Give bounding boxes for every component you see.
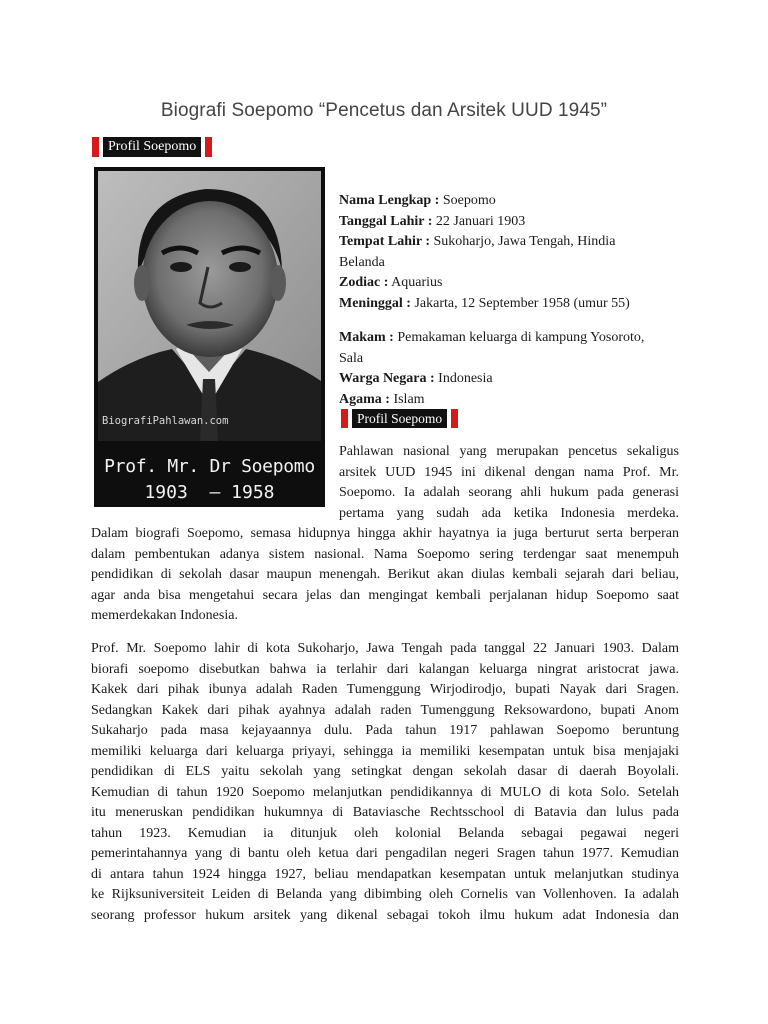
text-line: pendidikan di sekolah dasar maupun menengah. Berikut akan diulas kembali sejarah dari beliau, [91,567,679,582]
text-line: Kakek dari pihak ibunya adalah Raden Tumenggung Wirjodirodjo, bupati Nayak dari Sragen. [91,682,679,697]
info-agama: Agama : Islam [339,391,425,407]
portrait-caption-years: 1903 – 1958 [144,482,275,503]
section-tag [92,137,212,157]
info-makam: Makam : Pemakaman keluarga di kampung Yosoroto, Sala [339,330,645,366]
text-line: Soepomo. Ia adalah seorang ahli hukum pada generasi [339,485,679,500]
info-tempat-lahir: Tempat Lahir : Sukoharjo, Jawa Tengah, Hindia Belanda [339,234,616,270]
text-line: Pahlawan nasional yang merupakan pencetus sekaligus [339,444,679,459]
section-tag-secondary [341,409,458,428]
text-line: Sukaharjo pada masa kejayaannya dulu. Pada tahun 1917 pahlawan Soepomo beruntung [91,723,679,738]
text-line: pendidikan di ELS yaitu sekolah yang setingkat dengan sekolah dasar di daerah Boyolali. [91,764,679,779]
text-line: pertama yang sudah ada ketika Indonesia merdeka. [339,505,679,521]
paragraph-intro-side [339,442,679,524]
tag-bar-right [205,137,212,157]
text-line: ke Rijksuniversiteit Leiden di Belanda yang dibimbing oleh Cornelis van Vollenhoven. Ia adalah [91,887,679,902]
tag-bar-right [451,409,458,428]
watermark-text: BiografiPahlawan.com [102,415,229,427]
page-title: Biografi Soepomo “Pencetus dan Arsitek UUD 1945” [160,100,608,121]
profile-info-bottom [339,328,679,410]
text-line: pemerintahannya yang di bantu oleh ketua dari pengadilan negeri Sragen tahun 1977. Kemudian [91,846,679,861]
text-line: memerdekakan Indonesia. [91,608,238,623]
info-nama: Nama Lengkap : Soepomo [339,193,496,208]
info-meninggal: Meninggal : Jakarta, 12 September 1958 (umur 55) [339,295,630,311]
text-line: biorafi soepomo disebutkan bahwa ia terlahir dari kalangan keluarga ningrat aristocrat jawa. [91,661,679,677]
text-line: Kemudian di tahun 1920 Soepomo melanjutkan pendidikannya di MULO di kota Solo. Setelah [91,784,679,800]
text-line: di antara tahun 1924 hingga 1927, beliau mendapatkan kesempatan untuk melanjutkan studinya [91,866,679,882]
text-line: arsitek UUD 1945 ini dikenal dengan nama Prof. Mr. [339,464,679,480]
portrait-image [94,167,325,507]
tag-bar-left [341,409,348,428]
info-zodiac: Zodiac : Aquarius [339,275,443,290]
tag-bar-left [92,137,99,157]
info-warga-negara: Warga Negara : Indonesia [339,371,493,386]
text-line: agar anda bisa mengetahui secara jelas dan mengingat kembali perjalanan hidup Soepomo saat [91,587,679,603]
paragraph-biography [91,639,679,926]
section-tag-secondary-label: Profil Soepomo [352,409,447,428]
text-line: itu meneruskan pendidikan hukumnya di Bataviasche Rechtsschool di Batavia dan lulus pada [91,805,679,820]
text-line: seorang professor hukum arsitek yang dikenal sebagai tokoh ilmu hukum adat Indonesia dan [91,907,679,923]
text-line: Prof. Mr. Soepomo lahir di kota Sukoharjo, Jawa Tengah pada tanggal 22 Januari 1903. Dalam [91,641,679,656]
text-line: memiliki keluarga dari keluarga priyayi, sehingga ia memiliki kesempatan untuk bisa menjajaki [91,743,679,759]
section-tag-label: Profil Soepomo [103,137,201,157]
profile-info-top [339,191,679,314]
text-line: tahun 1923. Kemudian ia ditunjuk oleh kolonial Belanda sebagai pegawai negeri [91,825,679,841]
paragraph-intro [91,524,679,627]
portrait-caption-name: Prof. Mr. Dr Soepomo [104,456,315,477]
text-line: Sedangkan Kakek dari pihak ayahnya adalah raden Tumenggung Reksowardono, bupati Anom [91,702,679,718]
info-tanggal-lahir: Tanggal Lahir : 22 Januari 1903 [339,213,526,229]
text-line: dalam pembentukan adanya sistem nasional. Nama Soepomo sering terdengar saat menempuh [91,546,679,562]
text-line: Dalam biografi Soepomo, semasa hidupnya hingga akhir hayatnya ia juga berturut serta berperan [91,526,679,541]
